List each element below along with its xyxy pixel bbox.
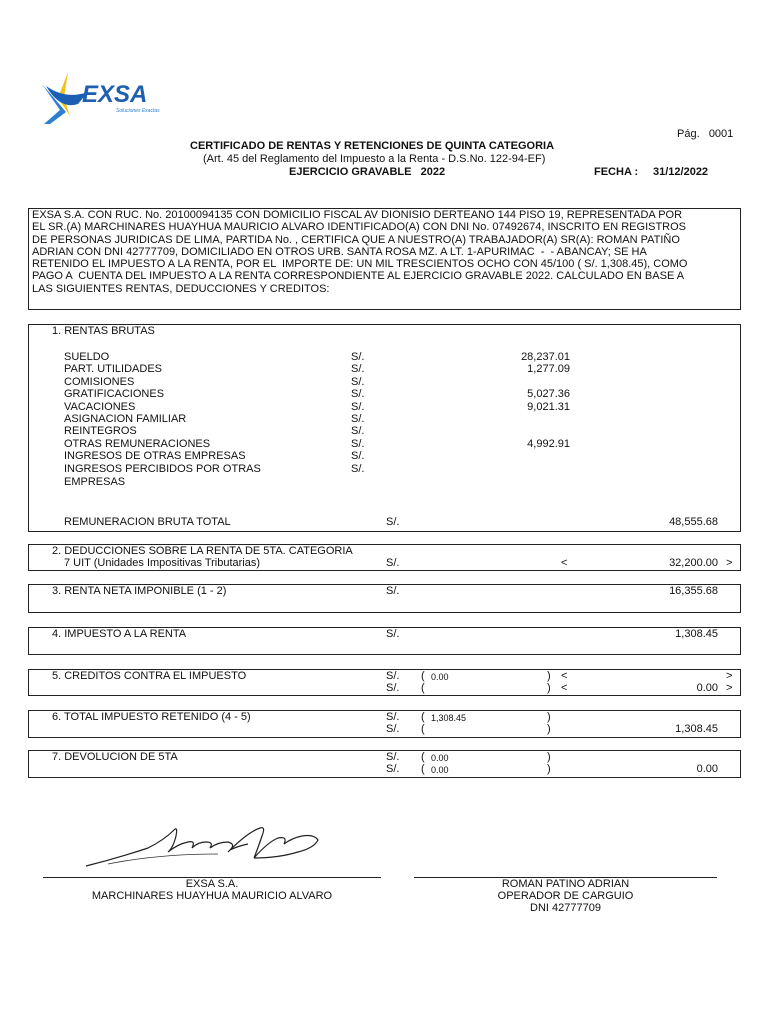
currency-symbol: S/. [386,628,400,640]
section6-paren1: 1,308.45 [431,713,467,723]
section5-title: 5. CREDITOS CONTRA EL IMPUESTO [52,670,247,682]
currency-symbol: S/. [386,670,400,682]
section3-value: 16,355.68 [669,585,718,597]
income-item-value: 1,277.09 [527,363,570,375]
intro-line: DE PERSONAS JURIDICAS DE LIMA, PARTIDA No. , CERTIFICA QUE A NUESTRO(A) TRABAJADOR(A) SR(A): ROMAN PATIÑO [32,233,680,246]
company-logo [38,70,178,128]
income-item-label: GRATIFICACIONES [64,388,165,400]
income-item-value: 4,992.91 [527,438,570,450]
currency-symbol: S/. [386,711,400,723]
income-item-label: SUELDO [64,351,110,363]
section7-value: 0.00 [696,763,718,775]
currency-symbol: S/. [351,388,365,400]
gross-total-label: REMUNERACION BRUTA TOTAL [64,516,231,528]
intro-line: ADRIAN CON DNI 42777709, DOMICILIADO EN OTROS URB. SANTA ROSA MZ. A LT. 1-APURIMAC - - ABANCAY; SE HA [32,245,647,258]
section6-title: 6. TOTAL IMPUESTO RETENIDO (4 - 5) [52,711,251,723]
signer-right-dni: DNI 42777709 [530,902,601,914]
currency-symbol: S/. [386,557,400,569]
income-item-label: VACACIONES [64,401,136,413]
section1-item-tail: EMPRESAS [64,476,126,488]
date-value: 31/12/2022 [653,166,709,178]
section7-title: 7. DEVOLUCION DE 5TA [52,751,178,763]
signature-image [78,818,328,876]
section2-sublabel: 7 UIT (Unidades Impositivas Tributarias) [64,557,261,569]
section6-value: 1,308.45 [675,723,718,735]
gt-sign: > [726,557,733,569]
page-number: Pág. 0001 [677,128,734,140]
document-subtitle: (Art. 45 del Reglamento del Impuesto a la Renta - D.S.No. 122-94-EF) [203,153,546,165]
currency-symbol: S/. [351,425,365,437]
intro-box [28,208,741,310]
logo-tagline: Soluciones Exactas [116,108,160,114]
intro-line: PAGO A CUENTA DEL IMPUESTO A LA RENTA CORRESPONDIENTE AL EJERCICIO GRAVABLE 2022. CALCULADO EN BASE A [32,270,685,283]
section5-value2: 0.00 [696,682,718,694]
income-item-value: 9,021.31 [527,401,570,413]
income-item-label: PART. UTILIDADES [64,363,163,375]
income-item-value: 5,027.36 [527,388,570,400]
currency-symbol: S/. [351,450,365,462]
section2-title: 2. DEDUCCIONES SOBRE LA RENTA DE 5TA. CATEGORIA [52,545,353,557]
currency-symbol: S/. [386,751,400,763]
section5-paren1: 0.00 [431,672,449,682]
logo-text: EXSA [82,81,148,108]
intro-line: EL SR.(A) MARCHINARES HUAYHUA MAURICIO ALVARO IDENTIFICADO(A) CON DNI No. 07492674, INSCRITO EN REGISTROS [32,221,687,234]
income-item-label: INGRESOS DE OTRAS EMPRESAS [64,450,246,462]
income-item-value: 28,237.01 [521,351,570,363]
intro-line: EXSA S.A. CON RUC. No. 20100094135 CON DOMICILIO FISCAL AV DIONISIO DERTEANO 144 PISO 19, REPRESENTADA POR [32,209,683,221]
currency-symbol: S/. [351,401,365,413]
currency-symbol: S/. [386,763,400,775]
exercise-year: EJERCICIO GRAVABLE 2022 [289,166,446,178]
currency-symbol: S/. [351,351,365,363]
currency-symbol: S/. [351,413,365,425]
signer-right-position: OPERADOR DE CARGUIO [497,890,634,902]
section7-paren1: 0.00 [431,753,449,763]
date-label: FECHA : [594,166,639,178]
signer-right-name: ROMAN PATINO ADRIAN [501,878,630,890]
currency-symbol: S/. [386,585,400,597]
income-item-label: COMISIONES [64,376,135,388]
income-item-label: OTRAS REMUNERACIONES [64,438,211,450]
exsa-logo-icon [38,70,178,128]
currency-symbol: S/. [386,516,400,528]
section7-paren2: 0.00 [431,765,449,775]
income-item-label: ASIGNACION FAMILIAR [64,413,187,425]
intro-text [32,209,688,295]
section4-value: 1,308.45 [675,628,718,640]
intro-line: LAS SIGUIENTES RENTAS, DEDUCCIONES Y CREDITOS: [32,282,330,295]
intro-line: RETENIDO EL IMPUESTO A LA RENTA, POR EL IMPORTE DE: UN MIL TRESCIENTOS OCHO CON 45/100 ( S/. 1,308.45), COMO [32,258,688,271]
document-title: CERTIFICADO DE RENTAS Y RETENCIONES DE QUINTA CATEGORIA [190,140,555,152]
section4-title: 4. IMPUESTO A LA RENTA [52,628,187,640]
signer-left-name: MARCHINARES HUAYHUA MAURICIO ALVARO [91,890,333,902]
section3-title: 3. RENTA NETA IMPONIBLE (1 - 2) [52,585,227,597]
handwritten-signature-icon [78,818,328,876]
section2-value: 32,200.00 [669,557,718,569]
income-item-label: INGRESOS PERCIBIDOS POR OTRAS [64,463,261,475]
gross-total-value: 48,555.68 [669,516,718,528]
currency-symbol: S/. [386,723,400,735]
income-item-label: REINTEGROS [64,425,137,437]
lt-sign: < [561,557,568,569]
signer-left-company: EXSA S.A. [185,878,239,890]
currency-symbol: S/. [351,376,365,388]
currency-symbol: S/. [351,463,365,475]
currency-symbol: S/. [351,438,365,450]
currency-symbol: S/. [386,682,400,694]
currency-symbol: S/. [351,363,365,375]
section1-title: 1. RENTAS BRUTAS [52,325,155,337]
